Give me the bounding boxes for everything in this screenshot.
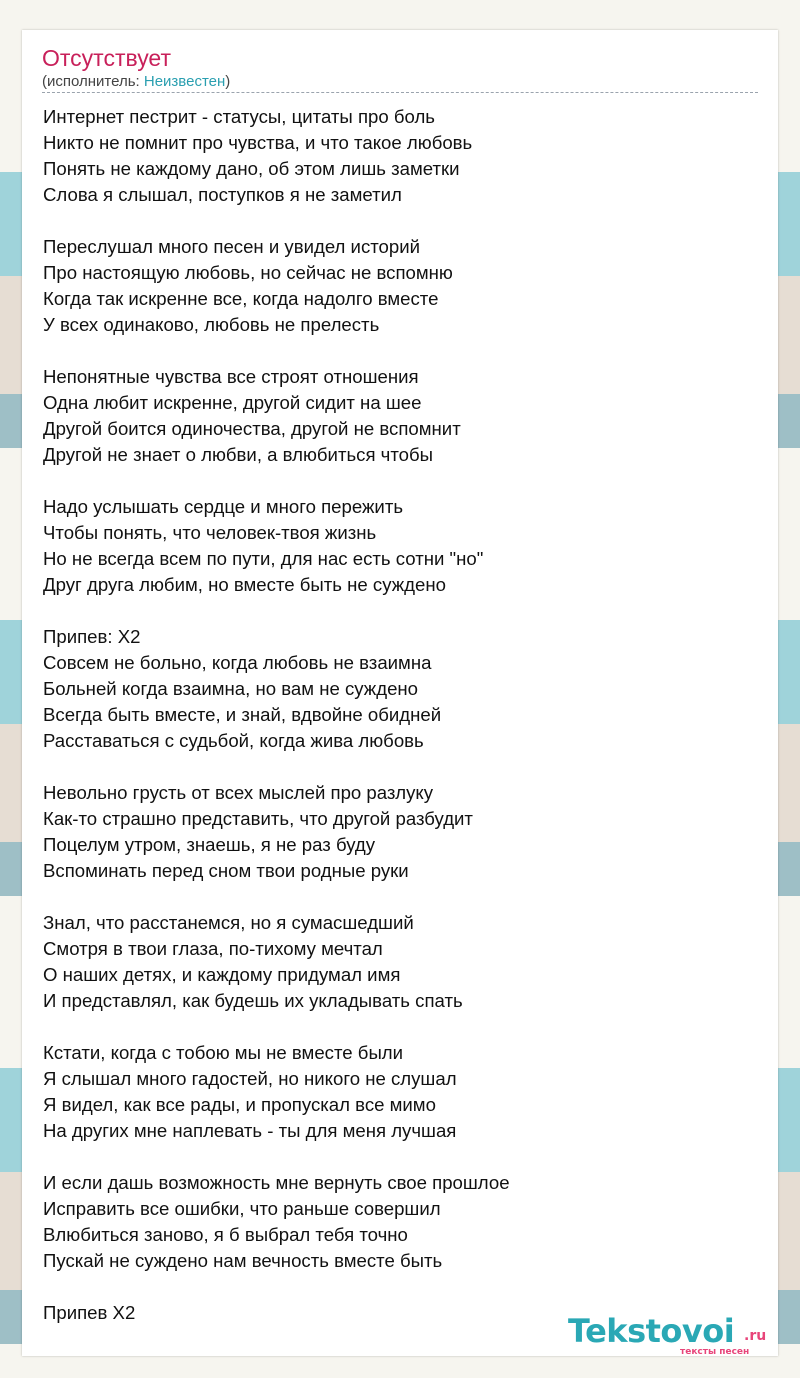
stanza-break bbox=[43, 1014, 763, 1040]
lyrics-text bbox=[43, 104, 763, 1326]
stanza-break bbox=[43, 468, 763, 494]
lyric-line: Пускай не суждено нам вечность вместе быть bbox=[43, 1250, 443, 1271]
lyric-line: Одна любит искренне, другой сидит на шее bbox=[43, 392, 422, 413]
lyric-line: Больней когда взаимна, но вам не суждено bbox=[43, 678, 419, 699]
lyric-line: Другой не знает о любви, а влюбиться чтобы bbox=[43, 444, 434, 465]
lyric-line: Я видел, как все рады, и пропускал все мимо bbox=[43, 1094, 436, 1115]
lyric-line: Интернет пестрит - статусы, цитаты про боль bbox=[43, 106, 435, 127]
stanza-break bbox=[43, 1274, 763, 1300]
lyric-line: Всегда быть вместе, и знай, вдвойне обидней bbox=[43, 704, 442, 725]
lyric-line: Смотря в твои глаза, по-тихому мечтал bbox=[43, 938, 383, 959]
lyric-line: Надо услышать сердце и много пережить bbox=[43, 496, 404, 517]
lyric-line: Вспоминать перед сном твои родные руки bbox=[43, 860, 409, 881]
artist-link[interactable]: Неизвестен bbox=[143, 73, 226, 90]
lyric-line: Расставаться с судьбой, когда жива любовь bbox=[43, 730, 424, 751]
song-title: Отсутствует bbox=[42, 45, 171, 71]
lyric-line: О наших детях, и каждому придумал имя bbox=[43, 964, 401, 985]
lyric-line: Но не всегда всем по пути, для нас есть сотни "но" bbox=[43, 548, 484, 569]
stanza-break bbox=[43, 1144, 763, 1170]
artist-line bbox=[42, 73, 230, 91]
lyric-line: Я слышал много гадостей, но никого не слушал bbox=[43, 1068, 457, 1089]
lyric-line: И если дашь возможность мне вернуть свое прошлое bbox=[43, 1172, 510, 1193]
artist-suffix: ) bbox=[225, 73, 231, 90]
stanza-break bbox=[43, 598, 763, 624]
lyric-line: Непонятные чувства все строят отношения bbox=[43, 366, 419, 387]
lyric-line: Поцелум утром, знаешь, я не раз буду bbox=[43, 834, 376, 855]
lyric-line: У всех одинаково, любовь не прелесть bbox=[43, 314, 380, 335]
stanza-break bbox=[43, 884, 763, 910]
lyric-line: Исправить все ошибки, что раньше совершил bbox=[43, 1198, 441, 1219]
lyric-line: Совсем не больно, когда любовь не взаимна bbox=[43, 652, 432, 673]
lyric-line: Припев: Х2 bbox=[43, 626, 141, 647]
lyric-line: Чтобы понять, что человек-твоя жизнь bbox=[43, 522, 377, 543]
stanza-break bbox=[43, 754, 763, 780]
lyric-line: Как-то страшно представить, что другой разбудит bbox=[43, 808, 473, 829]
lyric-line: Когда так искренне все, когда надолго вместе bbox=[43, 288, 439, 309]
lyric-line: Невольно грусть от всех мыслей про разлуку bbox=[43, 782, 434, 803]
lyric-line: Другой боится одиночества, другой не вспомнит bbox=[43, 418, 461, 439]
logo-brand: Tekstovoi bbox=[568, 1312, 735, 1350]
lyric-line: Переслушал много песен и увидел историй bbox=[43, 236, 421, 257]
lyric-line: Друг друга любим, но вместе быть не суждено bbox=[43, 574, 446, 595]
lyric-line: Про настоящую любовь, но сейчас не вспомню bbox=[43, 262, 453, 283]
lyric-line: На других мне наплевать - ты для меня лучшая bbox=[43, 1120, 457, 1141]
lyrics-card bbox=[22, 30, 778, 1356]
lyric-line: Слова я слышал, поступков я не заметил bbox=[43, 184, 402, 205]
lyric-line: Влюбиться заново, я б выбрал тебя точно bbox=[43, 1224, 408, 1245]
lyric-line: И представлял, как будешь их укладывать спать bbox=[43, 990, 463, 1011]
stanza-break bbox=[43, 208, 763, 234]
lyric-line: Понять не каждому дано, об этом лишь заметки bbox=[43, 158, 460, 179]
logo-tagline: тексты песен bbox=[680, 1347, 750, 1357]
lyric-line: Никто не помнит про чувства, и что такое любовь bbox=[43, 132, 473, 153]
lyric-line: Знал, что расстанемся, но я сумасшедший bbox=[43, 912, 414, 933]
title-divider bbox=[42, 92, 758, 93]
stanza-break bbox=[43, 338, 763, 364]
logo-tld: .ru bbox=[744, 1328, 767, 1344]
lyric-line: Припев Х2 bbox=[43, 1302, 136, 1323]
artist-prefix: (исполнитель: bbox=[42, 73, 144, 90]
lyric-line: Кстати, когда с тобою мы не вместе были bbox=[43, 1042, 404, 1063]
site-logo[interactable] bbox=[568, 1312, 778, 1357]
